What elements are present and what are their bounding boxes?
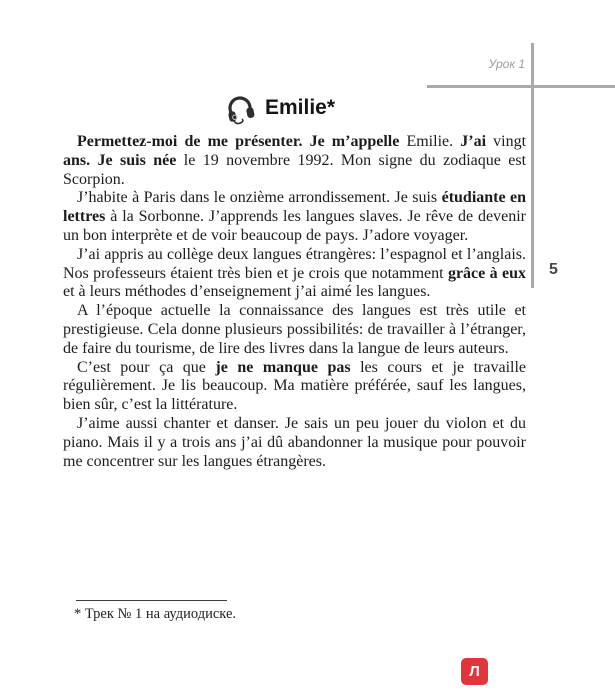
watermark-letter: Л	[469, 663, 480, 680]
article-title-row	[224, 92, 335, 124]
page-number: 5	[549, 261, 558, 278]
article-paragraph: Permettez-moi de me présenter. Je m’appelle Emilie. J’ai vingt ans. Je suis née le 19 novembre 1992. Mon signe du zodiaque est Scorpion.	[63, 133, 527, 188]
footnote-rule	[76, 600, 227, 601]
labirint-watermark	[461, 658, 488, 685]
headphones-icon	[221, 89, 259, 127]
article-paragraph: J’ai appris au collège deux langues étrangères: l’espagnol et l’anglais. Nos professeurs étaient très bien et je crois que notamment grâce à eux et à leurs méthodes d’enseignement j’ai aimé les langues.	[63, 245, 527, 301]
article-title: Emilie*	[265, 96, 336, 119]
article-body	[63, 133, 526, 471]
footnote-text: * Трек № 1 на аудиодиске.	[74, 606, 237, 622]
article-paragraph: C’est pour ça que je ne manque pas les cours et je travaille régulièrement. Je lis beaucoup. Ma matière préférée, sauf les langues, bien sûr, c’est la littérature.	[63, 358, 527, 414]
margin-vertical-rule	[531, 43, 534, 288]
lesson-label: Урок 1	[488, 57, 525, 71]
article-paragraph: J’aime aussi chanter et danser. Je sais un peu jouer du violon et du piano. Mais il y a trois ans j’ai dû abandonner la musique pour pouvoir me concentrer sur les langues étrangères.	[63, 414, 526, 470]
header-horizontal-rule	[427, 85, 615, 88]
article-paragraph: A l’époque actuelle la connaissance des langues est très utile et prestigieuse. Cela donne plusieurs possibilités: de travailler à l’étranger, de faire du tourisme, de lire des livres dans la langue de leurs auteurs.	[63, 302, 526, 357]
article-paragraph: J’habite à Paris dans le onzième arrondissement. Je suis étudiante en lettres à la Sorbonne. J’apprends les langues slaves. Je rêve de devenir un bon interprète et de voir beaucoup de pays. J’adore voyager.	[63, 189, 527, 244]
